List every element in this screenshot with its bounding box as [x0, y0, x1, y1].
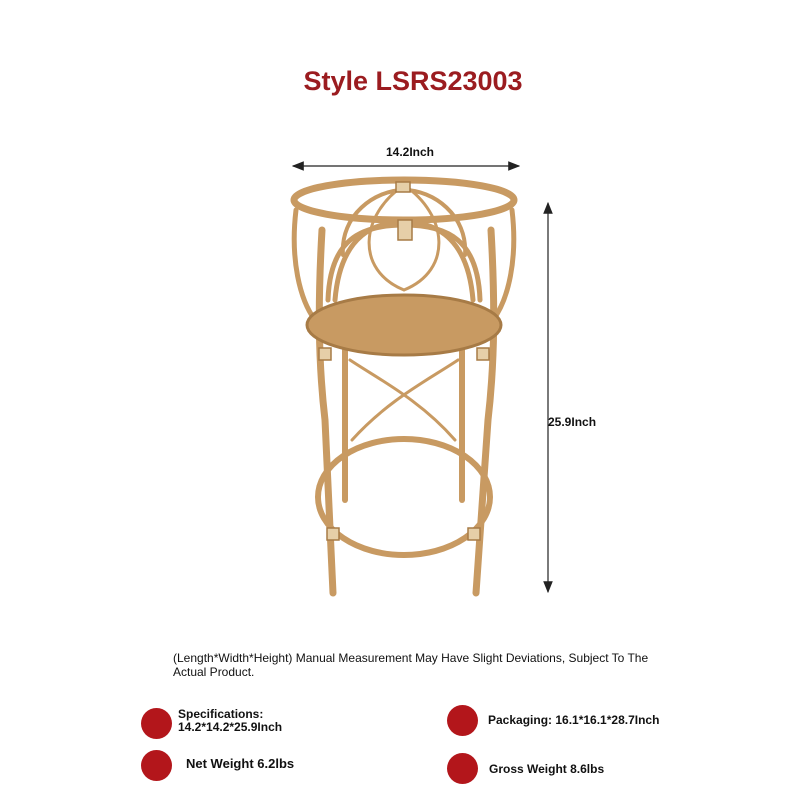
- gross-weight-text: Gross Weight 8.6lbs: [489, 762, 605, 776]
- product-title: Style LSRS23003: [303, 66, 523, 96]
- measurement-note: (Length*Width*Height) Manual Measurement May Have Slight Deviations, Subject To The Actual Product.: [173, 651, 649, 679]
- bullet-icon: [141, 708, 172, 739]
- rattan-stool-drawing: [294, 180, 514, 593]
- packaging-text: Packaging: 16.1*16.1*28.7Inch: [488, 713, 660, 727]
- bullet-icon: [141, 750, 172, 781]
- net-weight-text: Net Weight 6.2lbs: [186, 756, 295, 771]
- bullet-icon: [447, 753, 478, 784]
- width-dimension-label: 14.2Inch: [385, 145, 435, 159]
- bullet-icon: [447, 705, 478, 736]
- specifications-text: Specifications: 14.2*14.2*25.9Inch: [178, 707, 283, 734]
- height-dimension-label: 25.9Inch: [548, 415, 597, 429]
